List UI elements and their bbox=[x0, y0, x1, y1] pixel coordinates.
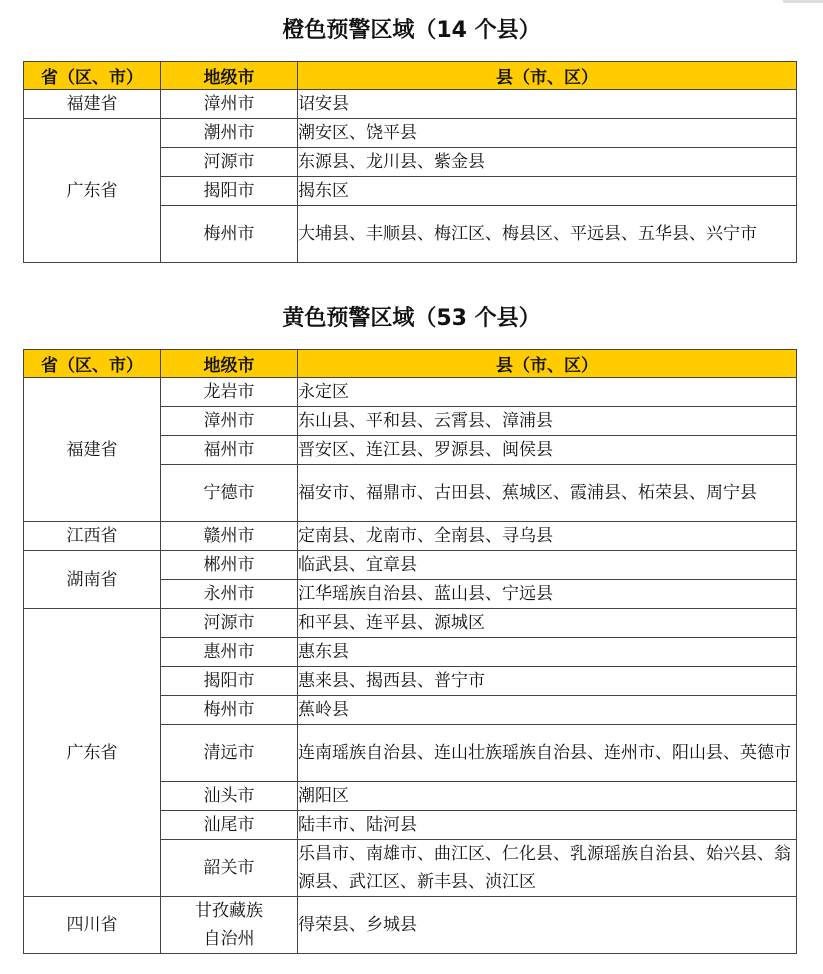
county-cell: 东源县、龙川县、紫金县 bbox=[298, 148, 797, 177]
city-cell: 梅州市 bbox=[161, 696, 298, 725]
county-cell: 潮安区、饶平县 bbox=[298, 119, 797, 148]
province-cell: 福建省 bbox=[24, 90, 161, 119]
county-cell: 揭东区 bbox=[298, 177, 797, 206]
province-cell: 福建省 bbox=[24, 378, 161, 522]
header-county: 县（市、区） bbox=[298, 62, 797, 90]
county-cell: 和平县、连平县、源城区 bbox=[298, 609, 797, 638]
city-cell: 揭阳市 bbox=[161, 667, 298, 696]
county-cell: 潮阳区 bbox=[298, 782, 797, 811]
table-row bbox=[24, 609, 797, 638]
orange-warning-table bbox=[23, 61, 797, 263]
orange-warning-title: 橙色预警区域（14 个县） bbox=[282, 18, 541, 43]
province-cell: 湖南省 bbox=[24, 551, 161, 609]
city-cell: 梅州市 bbox=[161, 206, 298, 263]
county-cell: 东山县、平和县、云霄县、漳浦县 bbox=[298, 407, 797, 436]
county-cell: 定南县、龙南市、全南县、寻乌县 bbox=[298, 522, 797, 551]
county-cell: 得荣县、乡城县 bbox=[298, 897, 797, 954]
province-cell: 四川省 bbox=[24, 897, 161, 954]
city-cell: 惠州市 bbox=[161, 638, 298, 667]
city-cell: 龙岩市 bbox=[161, 378, 298, 407]
city-cell: 赣州市 bbox=[161, 522, 298, 551]
table-row bbox=[24, 551, 797, 580]
city-cell: 郴州市 bbox=[161, 551, 298, 580]
county-cell: 乐昌市、南雄市、曲江区、仁化县、乳源瑶族自治县、始兴县、翁源县、武江区、新丰县、浈江区 bbox=[298, 840, 797, 897]
city-cell: 永州市 bbox=[161, 580, 298, 609]
header-city: 地级市 bbox=[161, 350, 298, 378]
city-cell: 宁德市 bbox=[161, 465, 298, 522]
county-cell: 永定区 bbox=[298, 378, 797, 407]
table-row bbox=[24, 90, 797, 119]
table-row bbox=[24, 897, 797, 954]
city-cell: 河源市 bbox=[161, 148, 298, 177]
header-province: 省（区、市） bbox=[24, 350, 161, 378]
city-cell: 潮州市 bbox=[161, 119, 298, 148]
county-cell: 临武县、宜章县 bbox=[298, 551, 797, 580]
header-county: 县（市、区） bbox=[298, 350, 797, 378]
city-cell: 汕尾市 bbox=[161, 811, 298, 840]
header-city: 地级市 bbox=[161, 62, 298, 90]
county-cell: 连南瑶族自治县、连山壮族瑶族自治县、连州市、阳山县、英德市 bbox=[298, 725, 797, 782]
yellow-warning-table bbox=[23, 349, 797, 954]
county-cell: 陆丰市、陆河县 bbox=[298, 811, 797, 840]
province-cell: 江西省 bbox=[24, 522, 161, 551]
top-edge-mark bbox=[783, 0, 823, 3]
county-cell: 蕉岭县 bbox=[298, 696, 797, 725]
county-cell: 惠东县 bbox=[298, 638, 797, 667]
county-cell: 晋安区、连江县、罗源县、闽侯县 bbox=[298, 436, 797, 465]
county-cell: 惠来县、揭西县、普宁市 bbox=[298, 667, 797, 696]
city-cell: 韶关市 bbox=[161, 840, 298, 897]
header-province: 省（区、市） bbox=[24, 62, 161, 90]
county-cell: 福安市、福鼎市、古田县、蕉城区、霞浦县、柘荣县、周宁县 bbox=[298, 465, 797, 522]
county-cell: 诏安县 bbox=[298, 90, 797, 119]
city-name-wrapped: 甘孜藏族自治州 bbox=[195, 901, 263, 949]
city-cell: 漳州市 bbox=[161, 90, 298, 119]
province-cell: 广东省 bbox=[24, 609, 161, 897]
city-cell: 漳州市 bbox=[161, 407, 298, 436]
table-header-row bbox=[24, 350, 797, 378]
city-cell bbox=[161, 897, 298, 954]
county-cell: 大埔县、丰顺县、梅江区、梅县区、平远县、五华县、兴宁市 bbox=[298, 206, 797, 263]
county-cell: 江华瑶族自治县、蓝山县、宁远县 bbox=[298, 580, 797, 609]
table-row bbox=[24, 522, 797, 551]
city-cell: 汕头市 bbox=[161, 782, 298, 811]
city-cell: 福州市 bbox=[161, 436, 298, 465]
table-row bbox=[24, 119, 797, 148]
city-cell: 河源市 bbox=[161, 609, 298, 638]
yellow-warning-title: 黄色预警区域（53 个县） bbox=[282, 306, 541, 331]
province-cell: 广东省 bbox=[24, 119, 161, 263]
table-row bbox=[24, 378, 797, 407]
city-cell: 清远市 bbox=[161, 725, 298, 782]
table-header-row bbox=[24, 62, 797, 90]
city-cell: 揭阳市 bbox=[161, 177, 298, 206]
